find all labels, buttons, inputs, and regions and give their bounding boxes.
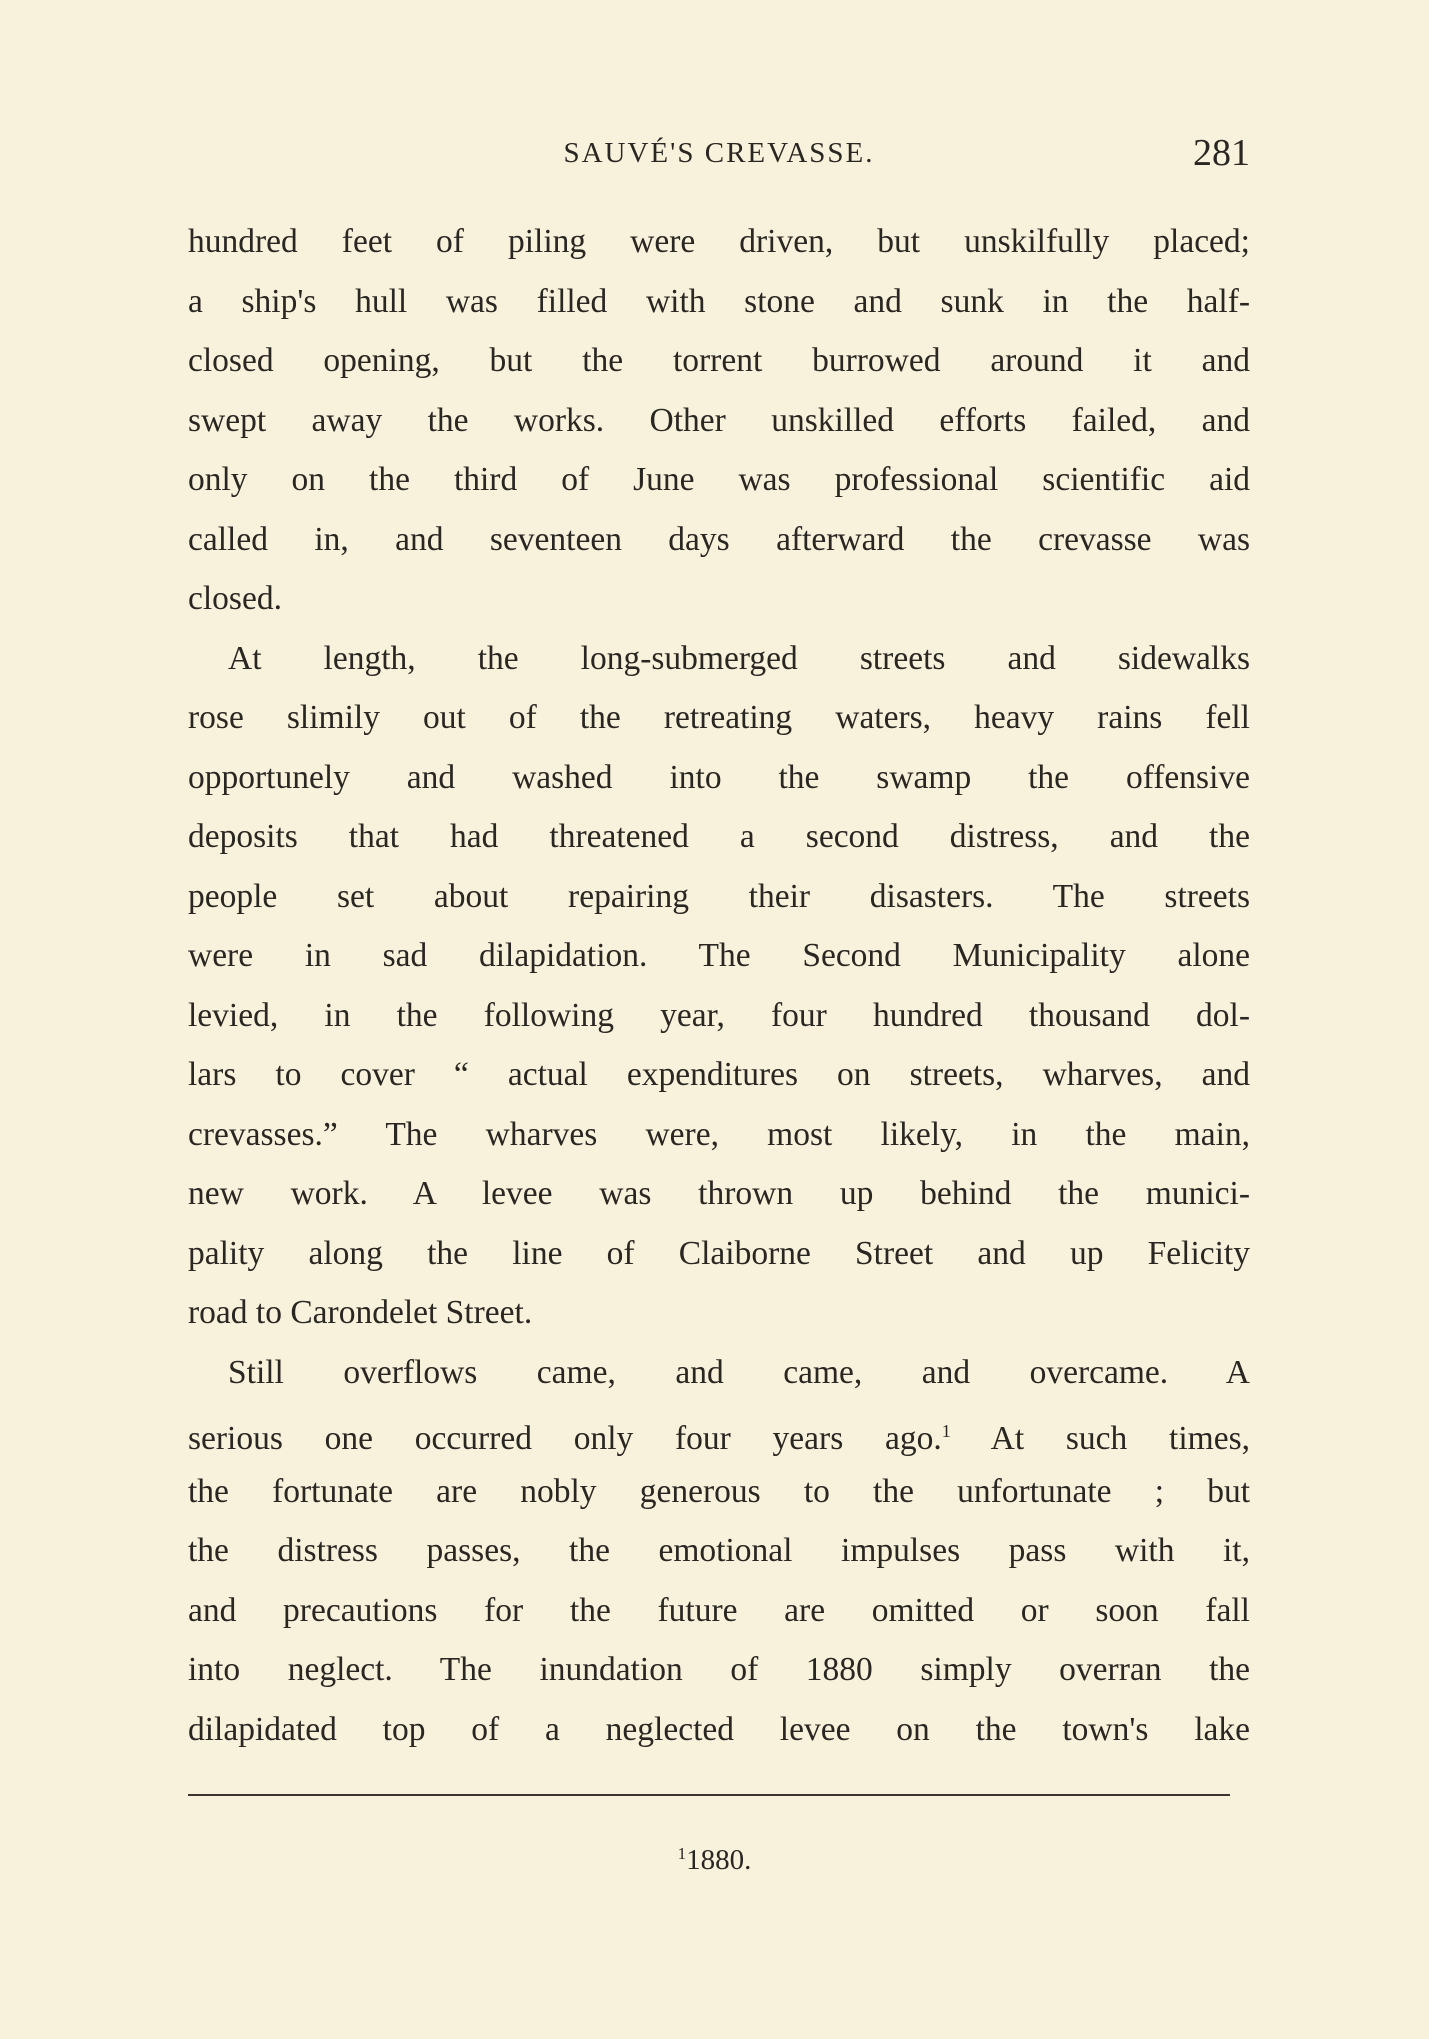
text-line: people set about repairing their disasters. The streets	[188, 877, 1250, 915]
text-line: dilapidated top of a neglected levee on the town's lake	[188, 1710, 1250, 1748]
text-line: were in sad dilapidation. The Second Municipality alone	[188, 937, 1250, 974]
footnote-marker: 1	[677, 1844, 687, 1863]
text-line: lars to cover “ actual expenditures on streets, wharves, and	[188, 1056, 1250, 1093]
text-line-part: At such times,	[990, 1420, 1250, 1458]
text-line: crevasses.” The wharves were, most likely, in the main,	[188, 1115, 1250, 1153]
text-line: called in, and seventeen days afterward the crevasse was	[188, 520, 1250, 558]
running-title: SAUVÉ'S CREVASSE.	[563, 137, 875, 169]
text-line: the distress passes, the emotional impulses pass with it,	[188, 1532, 1250, 1569]
text-line: into neglect. The inundation of 1880 simply overran the	[188, 1651, 1250, 1688]
text-line: deposits that had threatened a second distress, and the	[188, 818, 1250, 855]
text-line: only on the third of June was professional scientific aid	[188, 461, 1250, 498]
body-text	[188, 212, 1250, 1759]
text-line: pality along the line of Claiborne Street and up Felicity	[188, 1234, 1250, 1272]
text-line: road to Carondelet Street.	[188, 1294, 533, 1331]
text-line: the fortunate are nobly generous to the unfortunate ; but	[188, 1472, 1250, 1510]
text-line-part: serious one occurred only four years ago.	[188, 1420, 942, 1458]
footnote-rule	[188, 1794, 1230, 1796]
text-line-with-footnote-ref	[188, 1402, 1250, 1462]
footnote-reference: 1	[941, 1421, 951, 1441]
text-line: rose slimily out of the retreating waters, heavy rains fell	[188, 699, 1250, 736]
footnote	[0, 1834, 1429, 1880]
text-line: closed.	[188, 580, 282, 617]
text-line: hundred feet of piling were driven, but unskilfully placed;	[188, 223, 1250, 260]
footnote-text: 1880.	[686, 1844, 752, 1876]
text-line: opportunely and washed into the swamp the offensive	[188, 758, 1250, 796]
text-line: Still overflows came, and came, and overcame. A	[228, 1353, 1250, 1391]
text-line: levied, in the following year, four hundred thousand dol-	[188, 996, 1250, 1034]
text-line: a ship's hull was filled with stone and sunk in the half-	[188, 282, 1250, 320]
text-line: swept away the works. Other unskilled efforts failed, and	[188, 401, 1250, 439]
text-line: new work. A levee was thrown up behind the munici-	[188, 1175, 1250, 1212]
page-number: 281	[1193, 132, 1250, 174]
text-line: At length, the long-submerged streets and sidewalks	[228, 639, 1250, 677]
running-head	[188, 128, 1250, 178]
text-line: closed opening, but the torrent burrowed around it and	[188, 342, 1250, 379]
text-line: and precautions for the future are omitted or soon fall	[188, 1591, 1250, 1629]
